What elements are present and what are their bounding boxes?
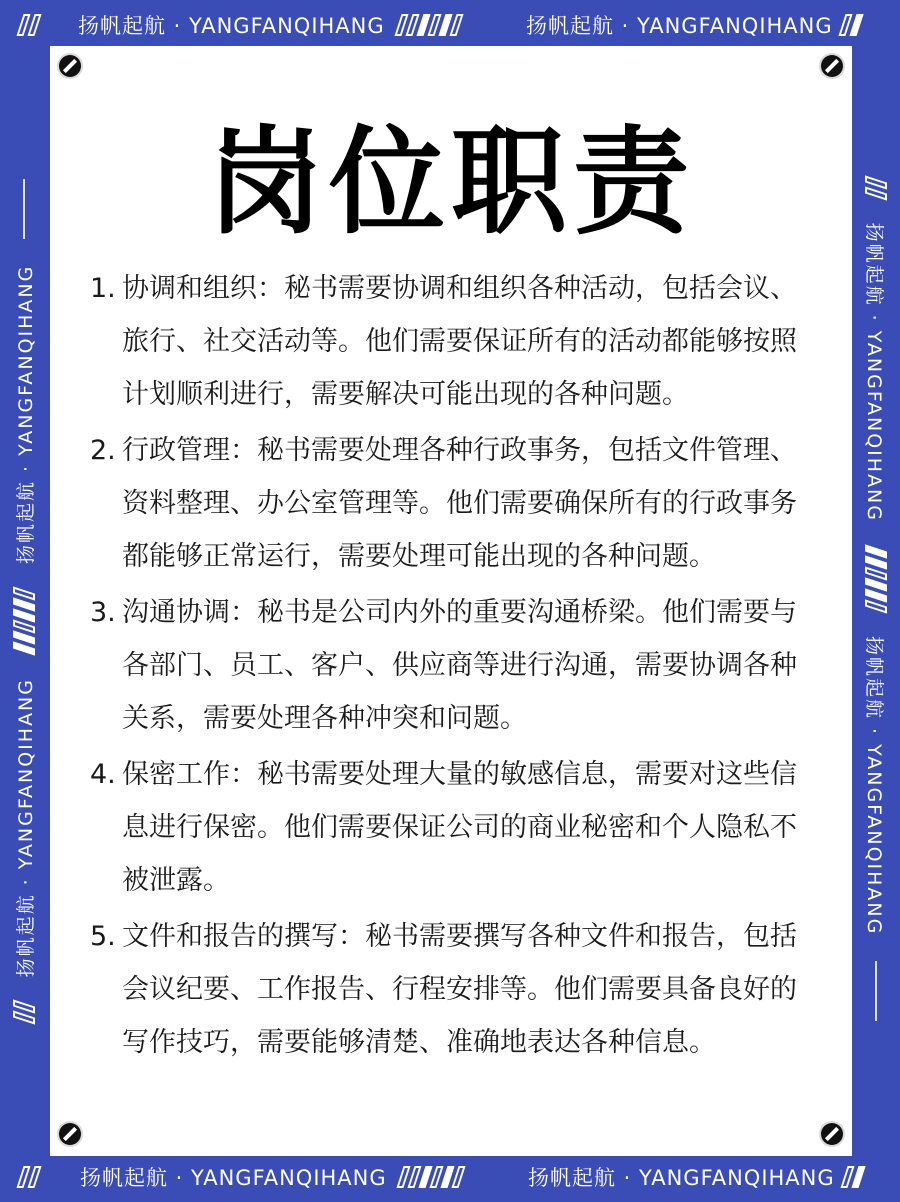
left-brand-band (2, 50, 46, 1150)
brand-label: 扬帆起航 · YANGFANQIHANG (863, 222, 886, 522)
brand-label: 扬帆起航 · YANGFANQIHANG (863, 636, 886, 936)
screw-icon (821, 1123, 843, 1145)
slash-decoration-icon (842, 0, 860, 50)
slash-decoration-icon (20, 1152, 38, 1202)
duty-number: 5. (90, 921, 116, 952)
brand-label: 扬帆起航 · YANGFANQIHANG (14, 264, 37, 564)
slash-decoration-icon (865, 548, 887, 610)
divider-line (23, 179, 25, 239)
bottom-brand-band (0, 1152, 900, 1202)
brand-label: 扬帆起航 · YANGFANQIHANG (528, 1166, 835, 1190)
brand-label: 扬帆起航 · YANGFANQIHANG (14, 678, 37, 978)
duty-item (90, 910, 820, 1069)
screw-icon (59, 55, 81, 77)
slash-decoration-icon (398, 0, 460, 50)
slash-decoration-icon (400, 1152, 462, 1202)
duty-number: 2. (90, 435, 116, 466)
duty-number: 1. (90, 273, 116, 304)
duty-text: 保密工作：秘书需要处理大量的敏感信息，需要对这些信息进行保密。他们需要保证公司的商业秘密和个人隐私不被泄露。 (122, 759, 797, 896)
duty-item (90, 424, 820, 583)
brand-label: 扬帆起航 · YANGFANQIHANG (80, 1166, 387, 1190)
screw-icon (821, 55, 843, 77)
brand-label: 扬帆起航 · YANGFANQIHANG (526, 14, 833, 38)
right-brand-band (854, 50, 898, 1150)
top-brand-band (0, 0, 900, 50)
duty-number: 3. (90, 597, 116, 628)
duty-item (90, 586, 820, 745)
duty-item (90, 262, 820, 421)
brand-label: 扬帆起航 · YANGFANQIHANG (78, 14, 385, 38)
duty-list (90, 262, 820, 1072)
duty-text: 文件和报告的撰写：秘书需要撰写各种文件和报告，包括会议纪要、工作报告、行程安排等。他们需要具备良好的写作技巧，需要能够清楚、准确地表达各种信息。 (122, 921, 797, 1058)
divider-line (875, 961, 877, 1021)
duty-text: 沟通协调：秘书是公司内外的重要沟通桥梁。他们需要与各部门、员工、客户、供应商等进行沟通，需要协调各种关系，需要处理各种冲突和问题。 (122, 597, 797, 734)
slash-decoration-icon (20, 0, 38, 50)
duty-number: 4. (90, 759, 116, 790)
content-card (50, 46, 852, 1156)
screw-icon (59, 1123, 81, 1145)
slash-decoration-icon (13, 590, 35, 652)
duty-text: 协调和组织：秘书需要协调和组织各种活动，包括会议、旅行、社交活动等。他们需要保证所有的活动都能够按照计划顺利进行，需要解决可能出现的各种问题。 (122, 273, 797, 410)
duty-text: 行政管理：秘书需要处理各种行政事务，包括文件管理、资料整理、办公室管理等。他们需要确保所有的行政事务都能够正常运行，需要处理可能出现的各种问题。 (122, 435, 797, 572)
slash-decoration-icon (865, 179, 887, 197)
duty-item (90, 748, 820, 907)
page-title: 岗位职责 (207, 115, 695, 250)
slash-decoration-icon (844, 1152, 862, 1202)
slash-decoration-icon (13, 1003, 35, 1021)
